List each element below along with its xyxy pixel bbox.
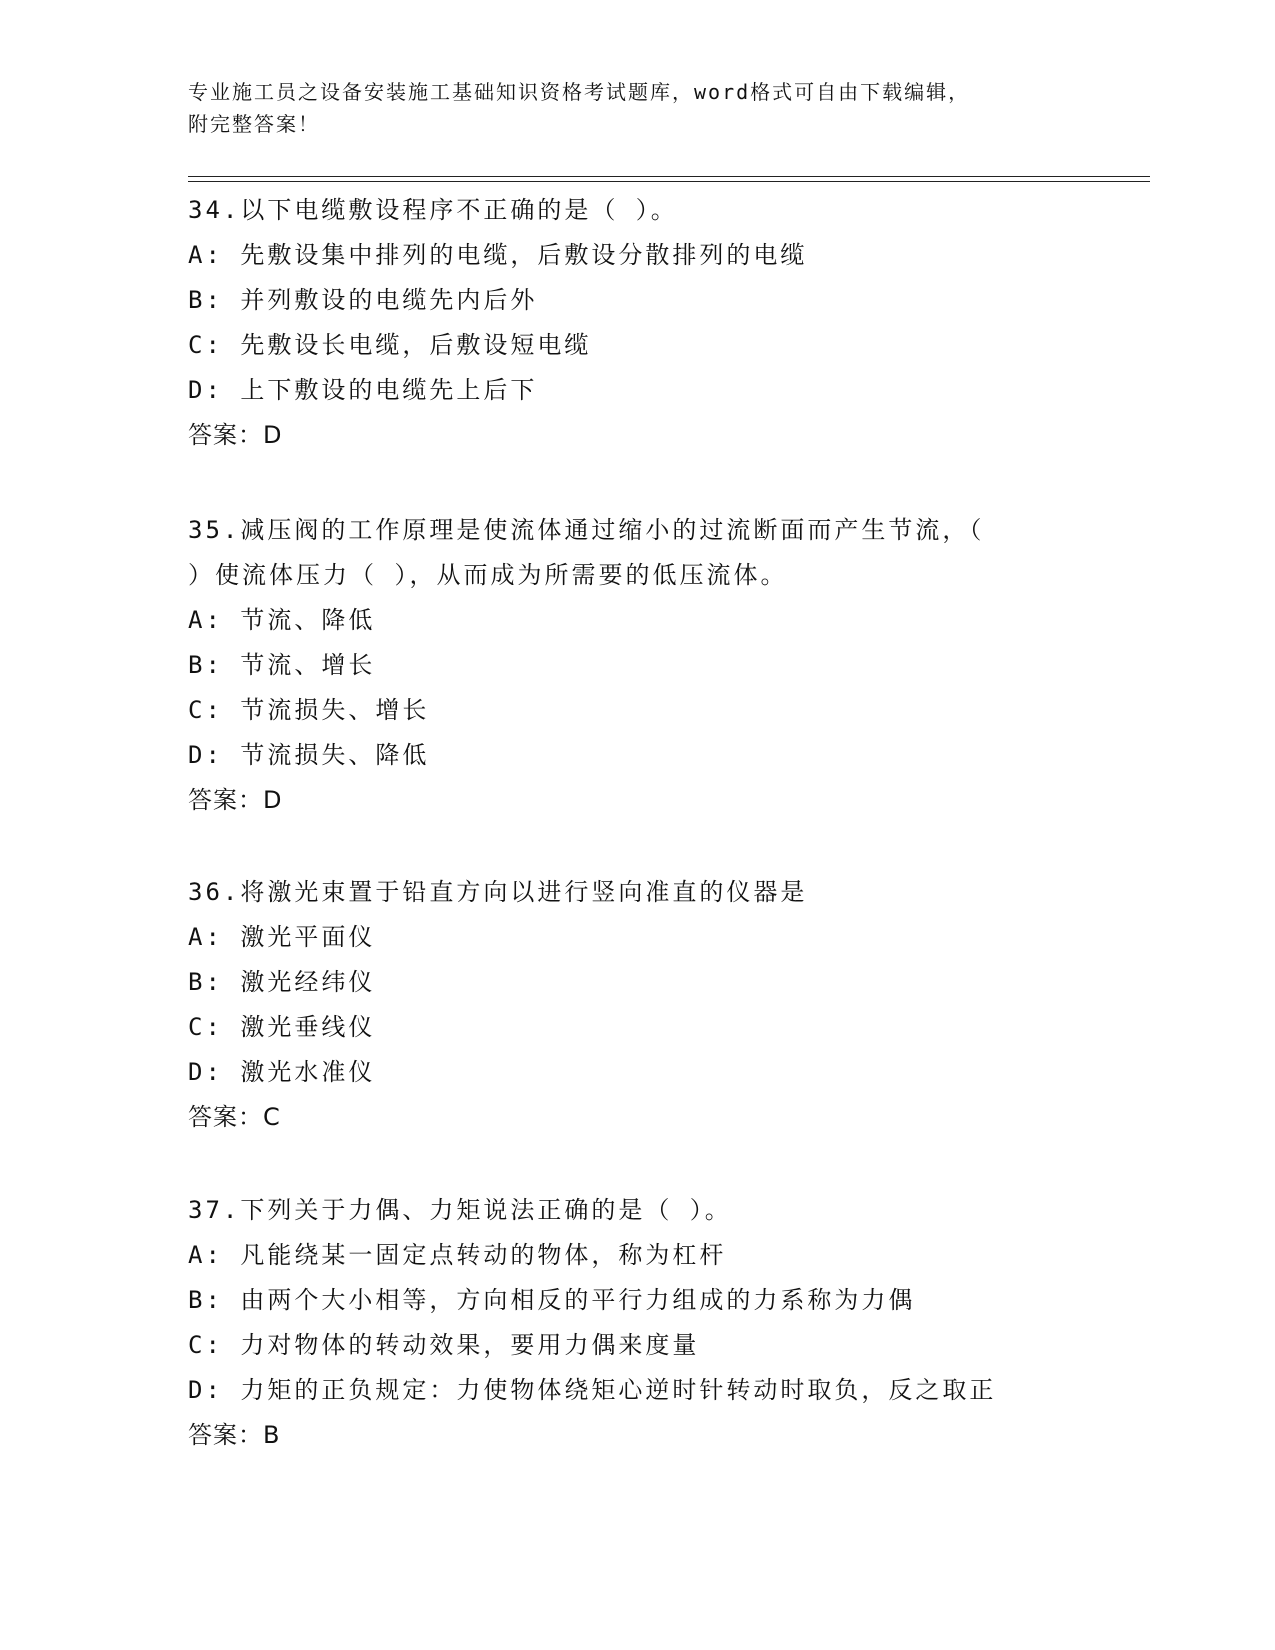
question-34 bbox=[188, 188, 1088, 458]
question-stem: 35.减压阀的工作原理是使流体通过缩小的过流断面而产生节流，（ bbox=[188, 516, 985, 544]
answer: 答案：C bbox=[188, 1103, 281, 1131]
question-stem-continued: ）使流体压力（ ），从而成为所需要的低压流体。 bbox=[188, 561, 788, 589]
option-a: A: 节流、降低 bbox=[188, 606, 376, 634]
question-37 bbox=[188, 1188, 1088, 1458]
question-stem: 34.以下电缆敷设程序不正确的是（ ）。 bbox=[188, 196, 678, 224]
option-c: C: 力对物体的转动效果，要用力偶来度量 bbox=[188, 1331, 700, 1359]
option-b: B: 并列敷设的电缆先内后外 bbox=[188, 286, 538, 314]
answer: 答案：B bbox=[188, 1421, 281, 1449]
question-stem: 36.将激光束置于铅直方向以进行竖向准直的仪器是 bbox=[188, 878, 808, 906]
header-divider-top bbox=[188, 176, 1150, 177]
option-c: C: 激光垂线仪 bbox=[188, 1013, 376, 1041]
option-d: D: 力矩的正负规定：力使物体绕矩心逆时针转动时取负，反之取正 bbox=[188, 1376, 997, 1404]
option-c: C: 节流损失、增长 bbox=[188, 696, 430, 724]
header-line-1: 专业施工员之设备安装施工基础知识资格考试题库，word格式可自由下载编辑， bbox=[188, 80, 971, 104]
option-d: D: 上下敷设的电缆先上后下 bbox=[188, 376, 538, 404]
question-35 bbox=[188, 508, 1088, 823]
option-c: C: 先敷设长电缆，后敷设短电缆 bbox=[188, 331, 592, 359]
answer: 答案：D bbox=[188, 421, 283, 449]
option-a: A: 先敷设集中排列的电缆，后敷设分散排列的电缆 bbox=[188, 241, 808, 269]
option-b: B: 由两个大小相等，方向相反的平行力组成的力系称为力偶 bbox=[188, 1286, 916, 1314]
option-a: A: 激光平面仪 bbox=[188, 923, 376, 951]
option-d: D: 激光水准仪 bbox=[188, 1058, 376, 1086]
option-b: B: 节流、增长 bbox=[188, 651, 376, 679]
document-header bbox=[188, 76, 1088, 140]
header-divider-bottom bbox=[188, 181, 1150, 182]
question-stem: 37.下列关于力偶、力矩说法正确的是（ ）。 bbox=[188, 1196, 732, 1224]
option-d: D: 节流损失、降低 bbox=[188, 741, 430, 769]
option-b: B: 激光经纬仪 bbox=[188, 968, 376, 996]
header-line-2: 附完整答案！ bbox=[188, 112, 320, 136]
option-a: A: 凡能绕某一固定点转动的物体，称为杠杆 bbox=[188, 1241, 727, 1269]
question-36 bbox=[188, 870, 1088, 1140]
answer: 答案：D bbox=[188, 786, 283, 814]
